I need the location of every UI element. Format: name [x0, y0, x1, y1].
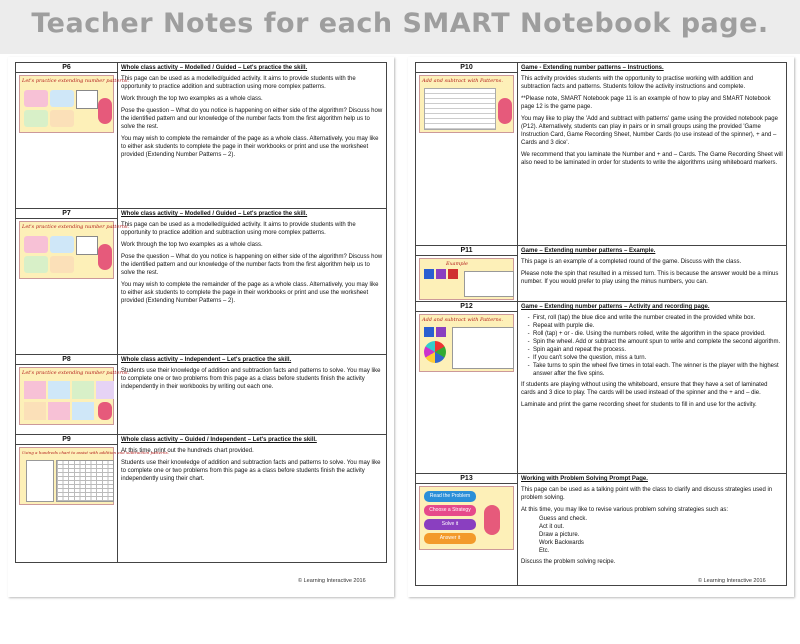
copyright-footer: © Learning Interactive 2016: [298, 578, 366, 584]
note-paragraph: Students use their knowledge of addition and subtraction facts and patterns to solve. You may like to complete one or two problems from this page as a class before students finish the activity independently using their chart.: [121, 460, 381, 482]
table-row: [16, 355, 387, 435]
page-number: P8: [16, 355, 117, 365]
list-item: - Take turns to spin the wheel five times in total each. The winner is the player with the highest answer after the five spins.: [533, 362, 783, 378]
table-row: [416, 302, 787, 474]
note-paragraph: Work through the top two examples as a whole class.: [121, 96, 263, 102]
activity-heading: Game – Extending number patterns – Activity and recording page.: [521, 304, 710, 310]
list-item: - If you can't solve the question, miss a turn.: [533, 354, 783, 362]
page-number: P6: [16, 63, 117, 73]
activity-heading: Whole class activity – Independent – Let's practice the skill.: [121, 357, 292, 363]
page-number: P13: [416, 474, 517, 484]
page-thumbnail: Let's practice extending number patterns.: [19, 221, 114, 279]
list-item: - Repeat with purple die.: [533, 322, 783, 330]
page-thumbnail: Let's practice extending number patterns.: [19, 75, 114, 133]
page-thumbnail: Add and subtract with Patterns.: [419, 314, 514, 372]
list-item: - Spin again and repeat the process.: [533, 346, 783, 354]
copyright-footer: © Learning Interactive 2016: [698, 578, 766, 584]
list-item: Draw a picture.: [539, 532, 580, 538]
activity-heading: Game - Extending number patterns – Instructions.: [521, 65, 664, 71]
left-notes-sheet: [8, 57, 394, 597]
list-item: Etc.: [539, 548, 550, 554]
page-thumbnail: Using a hundreds chart to assist with addition and subtraction patterns.: [19, 447, 114, 505]
list-item: - Spin the wheel. Add or subtract the amount spun to write and complete the second algorithm.: [533, 338, 783, 346]
note-paragraph: At this time, you may like to revise various problem solving strategies such as:: [521, 507, 729, 513]
page-number: P9: [16, 435, 117, 445]
list-item: - Roll (tap) + or - die. Using the numbers rolled, write the algorithm in the space provided.: [533, 330, 783, 338]
page-number: P12: [416, 302, 517, 312]
list-item: Act it out.: [539, 524, 565, 530]
note-paragraph: This page is an example of a completed round of the game. Discuss with the class.: [521, 259, 742, 265]
page-number: P7: [16, 209, 117, 219]
activity-heading: Whole class activity – Modelled / Guided – Let's practice the skill.: [121, 65, 308, 71]
note-paragraph: We recommend that you laminate the Number and + and – Cards. The Game Recording Sheet will also need to be laminated in order for students to write the algorithms using whiteboard markers.: [521, 152, 783, 166]
note-paragraph: You may like to play the 'Add and subtract with patterns' game using the provided notebook page (P12). Alternatively, students can play in pairs or in small groups using the provided 'Game Instruction Card, Game Recording Sheet, Number Cards (to use instead of the spinner), + and – Cards and 3 dice'.: [521, 116, 778, 146]
note-paragraph: If students are playing without using the whiteboard, ensure that they have a set of laminated cards and 3 dice to play. The cards will be used instead of the spinner and the + and – die.: [521, 382, 768, 396]
table-row: [16, 435, 387, 563]
activity-heading: Whole class activity – Modelled / Guided – Let's practice the skill.: [121, 211, 308, 217]
list-item: Guess and check.: [539, 516, 588, 522]
note-paragraph: **Please note, SMART Notebook page 11 is an example of how to play and SMART Notebook page 12 is the game page.: [521, 96, 771, 110]
table-row: [416, 246, 787, 302]
note-paragraph: You may wish to complete the remainder of the page as a whole class. Alternatively, you may like to either ask students to complete the page in their workbooks or print and use the worksheet provided (Extending Number Patterns – 2).: [121, 282, 379, 304]
page-number: P11: [416, 246, 517, 256]
page-thumbnail: Let's practice extending number patterns.: [19, 367, 114, 425]
note-paragraph: At this time, print out the hundreds chart provided.: [121, 448, 254, 454]
page-thumbnail: Example: [419, 258, 514, 300]
instruction-list: [521, 314, 783, 378]
list-item: - First, roll (tap) the blue dice and write the number created in the provided white box.: [533, 314, 783, 322]
note-paragraph: This activity provides students with the opportunity to practise working with addition and subtraction facts and patterns. Students follow the activity instructions and complete.: [521, 76, 754, 90]
note-paragraph: This page can be used as a modelled/guided activity. It aims to provide students with the opportunity to practice addition and subtraction using more complex patterns.: [121, 222, 356, 236]
strategy-list: [521, 515, 783, 555]
activity-heading: Working with Problem Solving Prompt Page.: [521, 476, 648, 482]
right-notes-sheet: [408, 57, 794, 597]
title-banner: [0, 0, 800, 54]
page-thumbnail: Read the Problem Choose a Strategy Solve it Answer it: [419, 486, 514, 550]
table-row: [16, 63, 387, 209]
note-paragraph: Please note the spin that resulted in a missed turn. This is because the answer would be a minus number. If you would prefer to play using the minus numbers, you can.: [521, 271, 779, 285]
note-paragraph: You may wish to complete the remainder of the page as a whole class. Alternatively, you may like to either ask students to complete the page in their workbooks or print and use the worksheet provided (Extending Number Patterns – 2).: [121, 136, 379, 158]
page-title: Teacher Notes for each SMART Notebook page.: [31, 8, 769, 39]
note-paragraph: Laminate and print the game recording sheet for students to fill in and use for the activity.: [521, 402, 757, 408]
note-paragraph: Pose the question – What do you notice is happening on either side of the algorithm? Discuss how the identified pattern and our knowledge of the number facts from the first algorithm help us to solve the rest.: [121, 108, 383, 130]
page-number: P10: [416, 63, 517, 73]
note-paragraph: Pose the question – What do you notice is happening on either side of the algorithm? Discuss how the identified pattern and our knowledge of the number facts from the first algorithm help us to solve the rest.: [121, 254, 383, 276]
table-row: [416, 474, 787, 586]
table-row: [16, 209, 387, 355]
list-item: Work Backwards: [539, 540, 584, 546]
note-paragraph: Students use their knowledge of addition and subtraction facts and patterns to solve. You may like to complete one or two problems from this page as a class before students finish the activity independently in their workbooks by writing out each one.: [121, 368, 381, 390]
table-row: [416, 63, 787, 246]
activity-heading: Game – Extending number patterns – Example.: [521, 248, 656, 254]
note-paragraph: Discuss the problem solving recipe.: [521, 559, 616, 565]
note-paragraph: This page can be used as a modelled/guided activity. It aims to provide students with the opportunity to practice addition and subtraction using more complex patterns.: [121, 76, 356, 90]
activity-heading: Whole class activity – Guided / Independent – Let's practice the skill.: [121, 437, 317, 443]
left-notes-table: [15, 62, 387, 563]
right-notes-table: [415, 62, 787, 586]
note-paragraph: This page can be used as a talking point with the class to clarify and discuss strategies used in problem solving.: [521, 487, 773, 501]
note-paragraph: Work through the top two examples as a whole class.: [121, 242, 263, 248]
page-thumbnail: Add and subtract with Patterns.: [419, 75, 514, 133]
